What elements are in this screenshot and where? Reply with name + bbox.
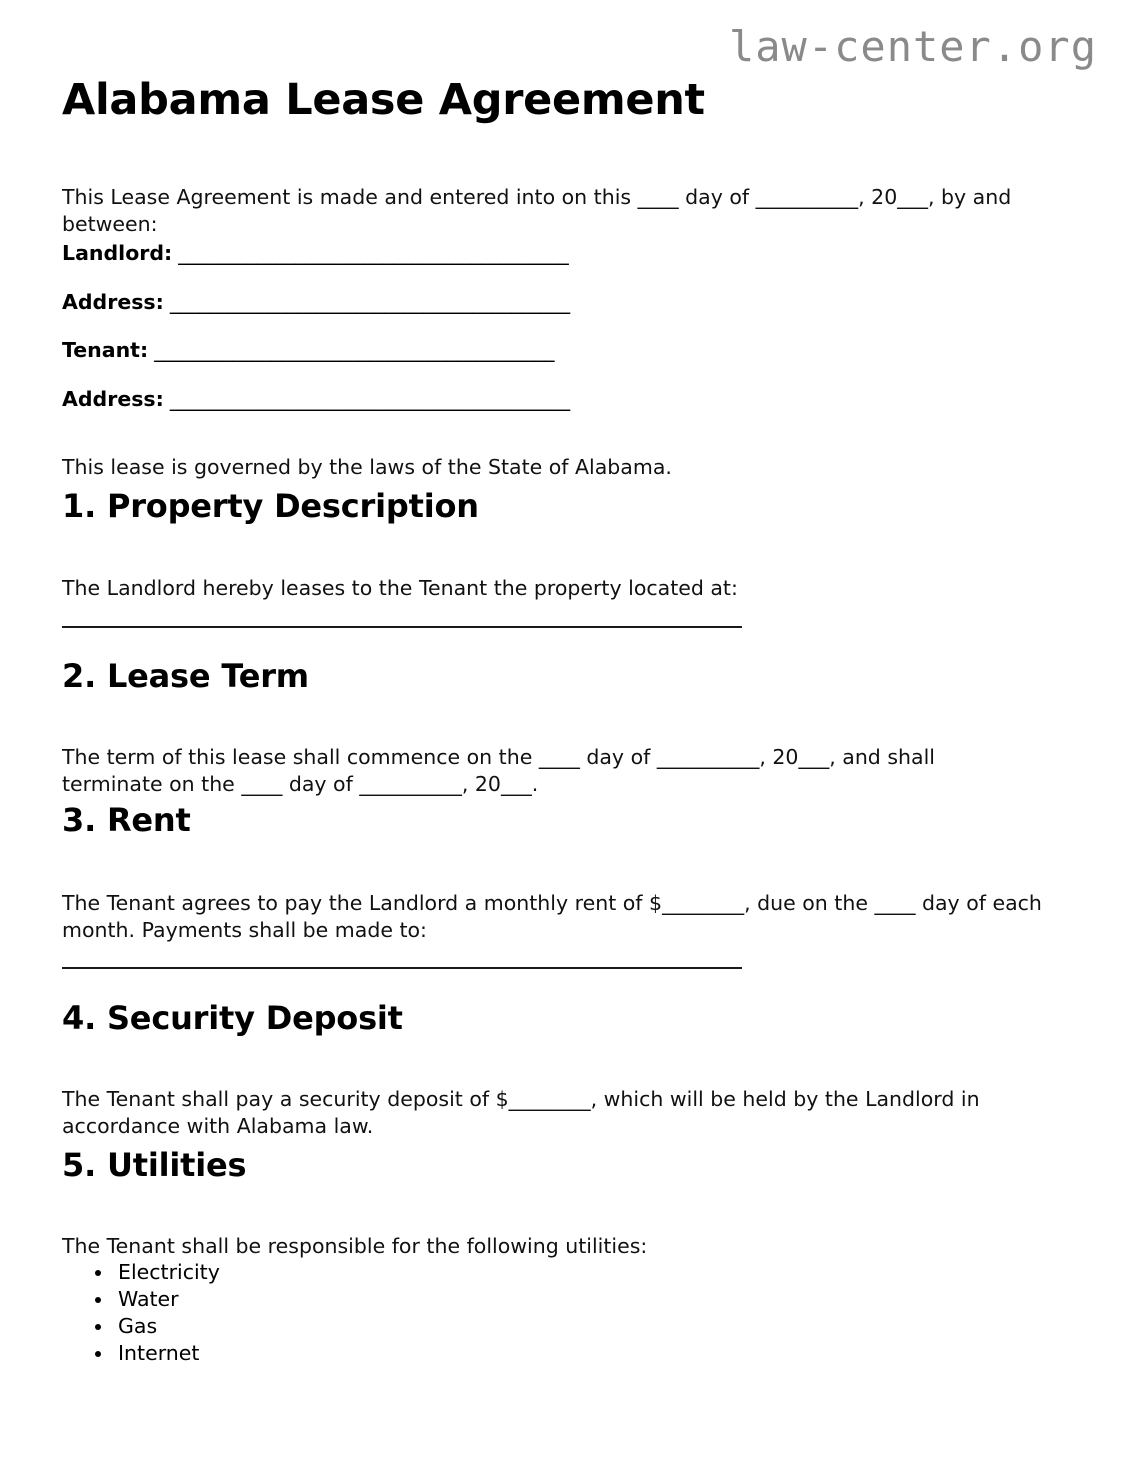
page-title: Alabama Lease Agreement bbox=[62, 75, 705, 125]
section-heading-property-description: 1. Property Description bbox=[62, 487, 479, 525]
section-paragraph-lease-term: The term of this lease shall commence on the ____ day of __________, 20___, and shall terminate on the ____ day of __________, 20___. bbox=[62, 744, 935, 796]
section-heading-security-deposit: 4. Security Deposit bbox=[62, 999, 403, 1037]
property-address-blank-rule[interactable] bbox=[62, 626, 742, 628]
tenant-blank-line[interactable]: _________________________________________ bbox=[148, 338, 554, 362]
landlord-name-field bbox=[62, 240, 568, 267]
utilities-list bbox=[62, 1259, 220, 1367]
section-paragraph-utilities: The Tenant shall be responsible for the following utilities: bbox=[62, 1233, 648, 1258]
list-item: • Gas bbox=[114, 1313, 220, 1340]
section-paragraph-security-deposit: The Tenant shall pay a security deposit of $________, which will be held by the Landlord in accordance with Alabama law. bbox=[62, 1086, 980, 1138]
list-item: • Electricity bbox=[114, 1259, 220, 1286]
tenant-label: Tenant: bbox=[62, 338, 149, 362]
list-item: • Internet bbox=[114, 1340, 220, 1367]
intro-paragraph: This Lease Agreement is made and entered into on this ____ day of __________, 20___, by and between: bbox=[62, 184, 1012, 236]
site-watermark: law-center.org bbox=[728, 22, 1097, 71]
governing-law-paragraph: This lease is governed by the laws of the State of Alabama. bbox=[62, 454, 672, 479]
section-heading-lease-term: 2. Lease Term bbox=[62, 657, 309, 695]
landlord-address-blank-line[interactable]: _________________________________________ bbox=[163, 290, 570, 314]
section-paragraph-rent: The Tenant agrees to pay the Landlord a monthly rent of $________, due on the ____ day of each month. Payments shall be made to: bbox=[62, 890, 1042, 942]
tenant-name-field bbox=[62, 337, 554, 364]
tenant-address-field bbox=[62, 386, 570, 413]
list-item: • Water bbox=[114, 1286, 220, 1313]
section-paragraph-property-description: The Landlord hereby leases to the Tenant the property located at: bbox=[62, 575, 738, 600]
landlord-address-field bbox=[62, 289, 570, 316]
section-heading-utilities: 5. Utilities bbox=[62, 1146, 247, 1184]
landlord-label: Landlord: bbox=[62, 241, 173, 265]
payment-recipient-blank-rule[interactable] bbox=[62, 967, 742, 969]
tenant-address-label: Address: bbox=[62, 387, 164, 411]
landlord-blank-line[interactable]: ________________________________________ bbox=[172, 241, 569, 265]
tenant-address-blank-line[interactable]: _________________________________________ bbox=[163, 387, 570, 411]
landlord-address-label: Address: bbox=[62, 290, 164, 314]
section-heading-rent: 3. Rent bbox=[62, 801, 191, 839]
